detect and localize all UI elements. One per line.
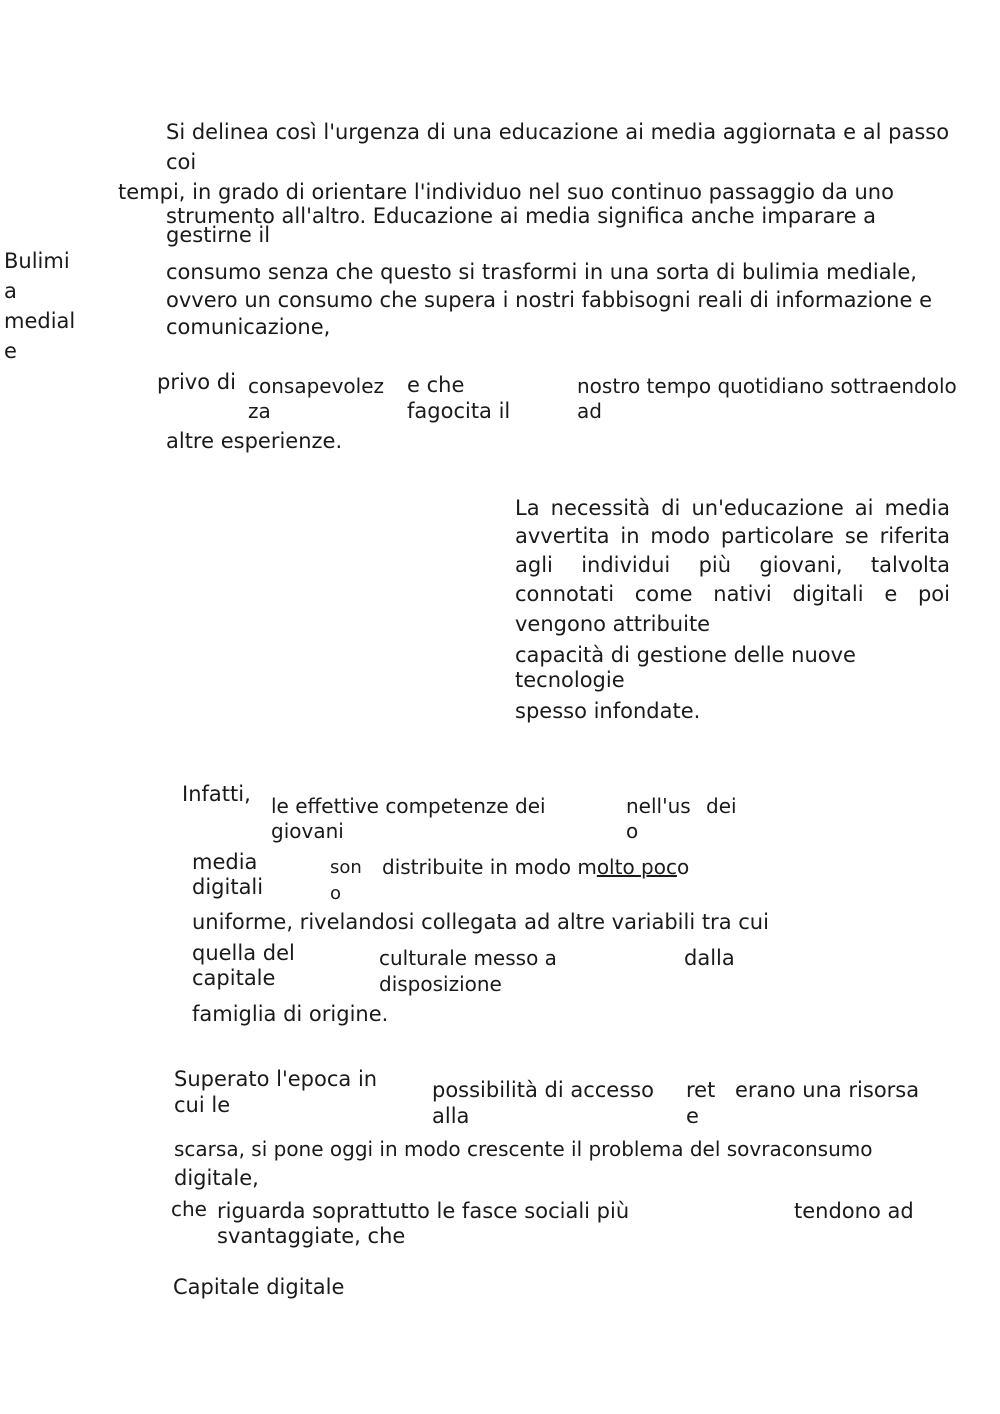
s2-line: La necessità di un'educazione ai media: [515, 496, 950, 520]
s3-fragment: o: [626, 819, 639, 843]
s1-line: gestirne il: [166, 223, 271, 247]
s3-fragment: distribuite in modo m: [382, 855, 597, 879]
s1-line: comunicazione,: [166, 315, 331, 339]
s1-fragment: fagocita il: [407, 399, 511, 423]
s1-fragment: za: [248, 399, 271, 423]
s4-fragment: che: [171, 1197, 207, 1221]
s4-fragment: cui le: [174, 1093, 231, 1117]
s3-fragment: le effettive competenze dei: [271, 794, 546, 818]
sidebar-label-bulimia-1: Bulimi: [4, 249, 70, 273]
s2-line: spesso infondate.: [515, 699, 701, 723]
s1-fragment: ad: [577, 399, 602, 423]
s3-fragment: son: [330, 857, 362, 878]
sidebar-label-bulimia-4: e: [4, 339, 17, 363]
s3-fragment: o: [330, 883, 342, 904]
s4-fragment: erano una risorsa: [735, 1078, 920, 1102]
s3-fragment: digitali: [192, 875, 264, 899]
sidebar-label-bulimia-3: medial: [4, 309, 76, 333]
s3-fragment: nell'us: [626, 794, 691, 818]
s1-fragment: privo di: [157, 370, 236, 394]
s4-fragment: digitale,: [174, 1166, 259, 1190]
s1-line: coi: [166, 150, 197, 174]
s3-fragment: dalla: [684, 946, 735, 970]
s2-line: tecnologie: [515, 668, 625, 692]
s3-fragment: uniforme, rivelandosi collegata ad altre variabili tra cui: [192, 910, 769, 934]
s1-fragment: altre esperienze.: [166, 429, 343, 453]
s1-line: consumo senza che questo si trasformi in una sorta di bulimia mediale,: [166, 260, 917, 284]
s3-fragment: o: [676, 855, 690, 879]
s4-heading: Capitale digitale: [173, 1275, 345, 1299]
s1-fragment: consapevolez: [248, 374, 385, 398]
s2-line: avvertita in modo particolare se riferita: [515, 524, 950, 548]
s1-fragment: nostro tempo quotidiano sottraendolo: [577, 374, 957, 398]
s3-fragment: giovani: [271, 819, 344, 843]
s1-line: strumento all'altro. Educazione ai media significa anche imparare a: [166, 204, 877, 228]
s3-underlined-fragment: olto poc: [596, 855, 677, 879]
s4-fragment: possibilità di accesso: [432, 1078, 654, 1102]
s3-fragment: quella del: [192, 941, 295, 965]
s4-fragment: svantaggiate, che: [217, 1224, 406, 1248]
s4-fragment: tendono ad: [794, 1199, 914, 1223]
s2-line: agli individui più giovani, talvolta: [515, 553, 950, 577]
s1-line: ovvero un consumo che supera i nostri fabbisogni reali di informazione e: [166, 288, 933, 312]
s4-fragment: alla: [432, 1104, 470, 1128]
s3-fragment: media: [192, 850, 258, 874]
s3-fragment: capitale: [192, 966, 276, 990]
s3-fragment: disposizione: [379, 972, 502, 996]
s3-fragment: Infatti,: [182, 782, 251, 806]
s3-fragment: culturale messo a: [379, 946, 557, 970]
s2-line: vengono attribuite: [515, 612, 711, 636]
s1-line: Si delinea così l'urgenza di una educazione ai media aggiornata e al passo: [166, 120, 950, 144]
s3-fragment: dei: [706, 794, 737, 818]
s2-line: capacità di gestione delle nuove: [515, 643, 856, 667]
s3-fragment: famiglia di origine.: [192, 1002, 389, 1026]
s4-fragment: e: [686, 1104, 699, 1128]
s2-line: connotati come nativi digitali e poi: [515, 582, 950, 606]
s1-line: tempi, in grado di orientare l'individuo nel suo continuo passaggio da uno: [118, 180, 894, 204]
sidebar-label-bulimia-2: a: [4, 279, 17, 303]
s4-fragment: Superato l'epoca in: [174, 1067, 378, 1091]
s4-fragment: scarsa, si pone oggi in modo crescente il problema del sovraconsumo: [174, 1137, 873, 1161]
s4-fragment: ret: [686, 1078, 716, 1102]
s1-fragment: e che: [407, 373, 465, 397]
s4-fragment: riguarda soprattutto le fasce sociali più: [217, 1199, 630, 1223]
s3-fragment-line: [382, 855, 689, 879]
